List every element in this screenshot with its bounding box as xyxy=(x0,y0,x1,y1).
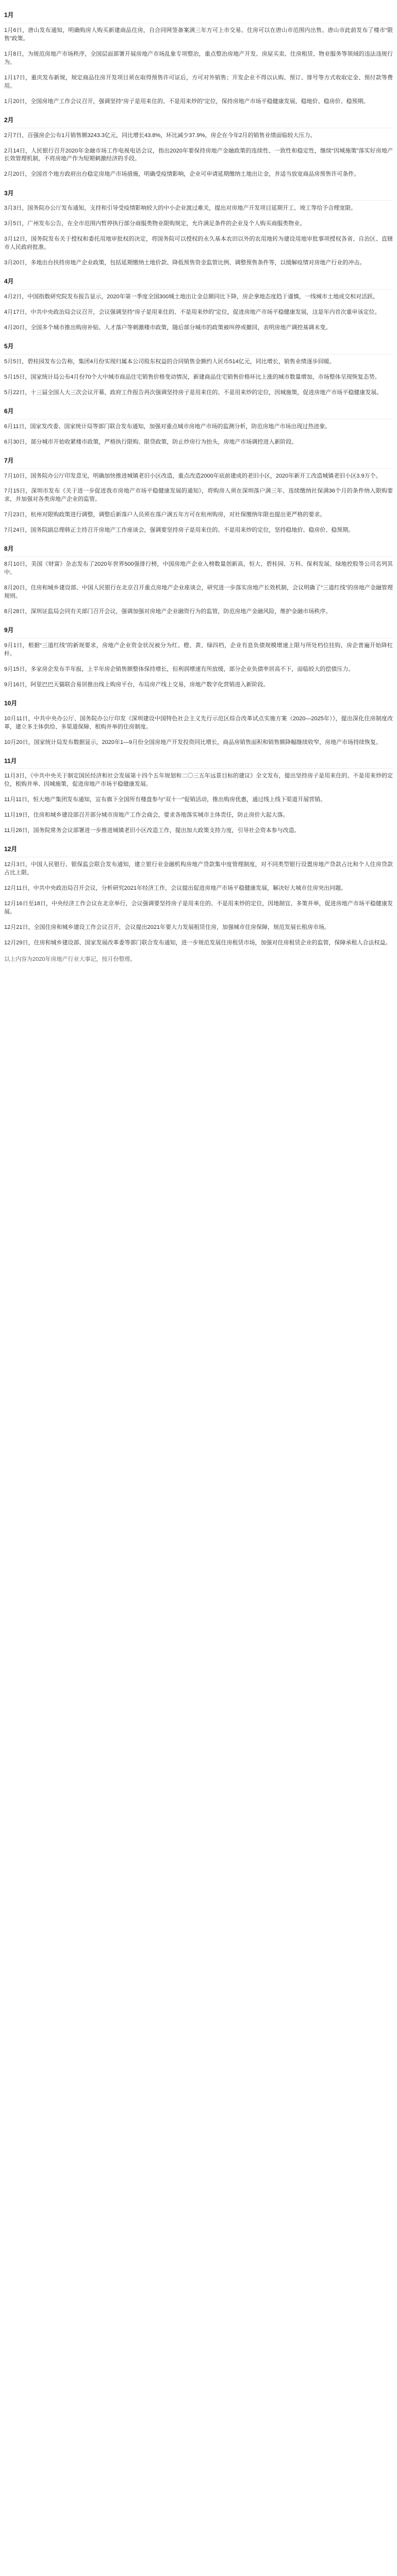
event-text: 8月10日，美国《财富》杂志发布了2020年世界500强排行榜，中国房地产企业入榜数量创新高，恒大、碧桂园、万科、保利发展、绿地控股等公司名列其中。 xyxy=(4,561,393,576)
month-section xyxy=(4,340,393,397)
event-entry xyxy=(4,423,393,431)
event-text: 9月1日，根据“三道红线”的新规要求，房地产企业资金状况被分为红、橙、黄、绿四档，企业有息负债规模增速上限与所处档位挂钩，房企普遍开始降杠杆。 xyxy=(4,642,393,657)
event-text: 3月20日，多地出台扶持房地产企业政策，包括延期缴纳土地价款、降低预售资金监管比例、调整预售条件等，以缓解疫情对房地产行业的冲击。 xyxy=(4,260,366,266)
month-header xyxy=(4,623,393,638)
month-header xyxy=(4,754,393,769)
event-entry xyxy=(4,715,393,732)
month-header xyxy=(4,404,393,419)
event-entry xyxy=(4,885,393,893)
month-title: 6月 xyxy=(4,407,14,415)
event-text: 1月6日，唐山发布通知，明确购房人购买新建商品住房，自合同网签备案满三年方可上市交易。住房可以在唐山市范围内出售。唐山市此前发布了楼市“限售”政策。 xyxy=(4,27,393,42)
event-entry xyxy=(4,666,393,674)
month-header xyxy=(4,186,393,201)
event-text: 11月19日，住房和城乡建设部召开部分城市房地产工作会商会，要求各地落实城市主体责任，防止房价大起大落。 xyxy=(4,812,289,819)
month-section xyxy=(4,8,393,106)
event-text: 5月15日，国家统计局公布4月份70个大中城市商品住宅销售价格变动情况，新建商品住宅销售价格环比上涨的城市数量增加，市场整体呈现恢复态势。 xyxy=(4,374,381,380)
event-entry xyxy=(4,438,393,447)
month-title: 5月 xyxy=(4,343,14,350)
event-entry xyxy=(4,98,393,106)
month-section xyxy=(4,113,393,179)
event-text: 5月22日，十三届全国人大三次会议开幕，政府工作报告再次强调坚持房子是用来住的、不是用来炒的定位，因城施策，促进房地产市场平稳健康发展。 xyxy=(4,389,383,396)
event-entry xyxy=(4,561,393,577)
month-title: 9月 xyxy=(4,626,14,634)
month-header xyxy=(4,8,393,23)
month-header xyxy=(4,454,393,469)
month-header xyxy=(4,842,393,857)
month-title: 4月 xyxy=(4,278,14,285)
event-entry xyxy=(4,827,393,835)
month-section xyxy=(4,697,393,747)
event-entry xyxy=(4,309,393,317)
event-text: 1月8日，为规范房地产市场秩序，全国层面部署开展房地产市场乱象专项整治，重点整治房地产开发、房屋买卖、住房租赁、物业服务等领域的违法违规行为。 xyxy=(4,50,393,65)
event-text: 2月7日，百强房企公布1月销售额3243.3亿元，同比增长43.8%，环比减少37.9%，房企在今年2月的销售业绩面临较大压力。 xyxy=(4,132,316,139)
month-header xyxy=(4,542,393,557)
timeline xyxy=(4,8,393,947)
event-entry xyxy=(4,939,393,947)
event-entry xyxy=(4,472,393,481)
event-text: 4月2日，中国指数研究院发布报告显示，2020年第一季度全国300城土地出让金总额同比下降，房企拿地态度趋于谨慎，一线城市土地成交相对活跃。 xyxy=(4,294,379,300)
event-text: 12月3日，中国人民银行、银保监会联合发布通知，建立银行业金融机构房地产贷款集中度管理制度，对不同类型银行设置房地产贷款占比和个人住房贷款占比上限。 xyxy=(4,861,393,876)
event-entry xyxy=(4,374,393,382)
month-title: 1月 xyxy=(4,11,14,19)
month-header xyxy=(4,275,393,290)
event-entry xyxy=(4,27,393,43)
event-entry xyxy=(4,861,393,877)
event-text: 3月12日，国务院发布关于授权和委托用地审批权的决定，将国务院可以授权的永久基本农田以外的农用地转为建设用地审批事项授权各省、自治区、直辖市人民政府批准。 xyxy=(4,236,393,251)
event-text: 12月21日，全国住房和城乡建设工作会议召开，会议提出2021年要大力发展租赁住房，加强城市住房保障，规范发展长租房市场。 xyxy=(4,924,330,930)
event-text: 7月10日，国务院办公厅印发意见，明确加快推进城镇老旧小区改造，重点改造2000年底前建成的老旧小区，2020年新开工改造城镇老旧小区3.9万个。 xyxy=(4,472,382,479)
event-text: 12月11日，中共中央政治局召开会议，分析研究2021年经济工作，会议提出促进房地产市场平稳健康发展，解决好大城市住房突出问题。 xyxy=(4,885,347,891)
event-text: 8月28日，深圳证监局会同有关部门召开会议，强调加强对房地产企业融资行为的监管，防范房地产金融风险，维护金融市场秩序。 xyxy=(4,608,332,615)
event-text: 4月17日，中共中央政治局会议召开，会议强调坚持“房子是用来住的、不是用来炒的”定位，促进房地产市场平稳健康发展，这是年内首次重申该定位。 xyxy=(4,309,381,315)
event-entry xyxy=(4,796,393,804)
event-text: 3月5日，广州发布公告，在全市范围内暂停执行部分商服类物业限购规定，允许满足条件的企业及个人购买商服类物业。 xyxy=(4,221,306,227)
event-entry xyxy=(4,608,393,616)
event-entry xyxy=(4,235,393,252)
event-text: 7月15日，深圳市发布《关于进一步促进我市房地产市场平稳健康发展的通知》，将购房人须在深圳落户满三年、连续缴纳社保满36个月的条件纳入限购要求，并加强对各类房地产企业的监管。 xyxy=(4,488,393,503)
event-entry xyxy=(4,147,393,164)
event-entry xyxy=(4,171,393,179)
event-entry xyxy=(4,358,393,366)
event-text: 12月29日，住房和城乡建设部、国家发展改革委等部门联合发布通知，进一步规范发展住房租赁市场，加强对住房租赁企业的监管，保障承租人合法权益。 xyxy=(4,939,391,946)
month-title: 11月 xyxy=(4,757,17,765)
event-text: 1月17日，重庆发布新规，规定商品住房开发项目须在取得预售许可证后，方可对外销售；开发企业不得以认购、预订、排号等方式收取定金、预付款等费用。 xyxy=(4,74,393,89)
month-title: 3月 xyxy=(4,189,14,197)
event-text: 6月11日，国家发改委、国家统计局等部门联合发布通知，加强对重点城市房地产市场的监测分析，防范房地产市场出现过热迹象。 xyxy=(4,423,331,430)
event-text: 2月14日，人民银行召开2020年金融市场工作电视电话会议，指出2020年要保持房地产金融政策的连续性、一致性和稳定性，继续“因城施策”落实好房地产长效管理机制，不将房地产作为短期刺激经济的手段。 xyxy=(4,147,393,162)
month-section xyxy=(4,754,393,835)
event-entry xyxy=(4,527,393,535)
month-header xyxy=(4,113,393,128)
event-entry xyxy=(4,811,393,820)
event-entry xyxy=(4,681,393,689)
event-text: 1月20日，全国房地产工作会议召开，强调坚持“房子是用来住的、不是用来炒的”定位，保持房地产市场平稳健康发展，稳地价、稳房价、稳预期。 xyxy=(4,98,369,105)
month-section xyxy=(4,454,393,535)
event-entry xyxy=(4,74,393,91)
month-section xyxy=(4,842,393,947)
event-text: 8月20日，住房和城乡建设部、中国人民银行在北京召开重点房地产企业座谈会，研究进一步落实房地产长效机制，会议明确了“三道红线”的房地产金融管理规则。 xyxy=(4,585,393,599)
event-entry xyxy=(4,205,393,213)
event-entry xyxy=(4,389,393,397)
month-title: 12月 xyxy=(4,845,18,853)
month-section xyxy=(4,623,393,689)
event-entry xyxy=(4,900,393,917)
event-entry xyxy=(4,132,393,140)
event-text: 11月11日，恒大地产集团发布通知，宣布旗下全国所有楼盘参与“双十一”促销活动，推出购房优惠，通过线上线下渠道开展营销。 xyxy=(4,796,326,803)
event-entry xyxy=(4,220,393,228)
month-title: 2月 xyxy=(4,116,14,124)
event-text: 10月20日，国家统计局发布数据显示，2020年1—9月份全国房地产开发投资同比增长，商品房销售面积和销售额降幅继续收窄，房地产市场持续恢复。 xyxy=(4,739,382,745)
month-title: 10月 xyxy=(4,699,18,707)
event-text: 7月23日，杭州对限购政策进行调整，调整后新落户人员须在落户满五年方可在杭州购房，对社保缴纳年限也提出更严格的要求。 xyxy=(4,512,326,518)
event-text: 11月26日，国务院常务会议部署进一步推进城镇老旧小区改造工作，提出加大政策支持力度，引导社会资本参与改造。 xyxy=(4,827,300,834)
event-text: 6月30日，部分城市开始收紧楼市政策，严格执行限购、限贷政策，防止炒房行为抬头，房地产市场调控进入新阶段。 xyxy=(4,438,297,445)
footnote: 以上内容为2020年房地产行业大事记，按月份整理。 xyxy=(4,956,136,962)
event-entry xyxy=(4,293,393,301)
event-text: 11月3日，《中共中央关于制定国民经济和社会发展第十四个五年规划和二〇三五年远景目标的建议》全文发布，提出坚持房子是用来住的、不是用来炒的定位，租购并举、因城施策，促进房地产市场平稳健康发展。 xyxy=(4,773,393,788)
event-entry xyxy=(4,739,393,747)
month-header xyxy=(4,697,393,711)
event-text: 4月20日，全国多个城市推出购房补贴、人才落户等刺激楼市政策，随后部分城市的政策被叫停或撤回，表明房地产调控基调未变。 xyxy=(4,324,332,331)
month-title: 8月 xyxy=(4,545,14,553)
event-text: 7月24日，国务院副总理韩正主持召开房地产工作座谈会，强调要坚持房子是用来住的、不是用来炒的定位，坚持稳地价、稳房价、稳预期。 xyxy=(4,527,354,534)
event-entry xyxy=(4,259,393,267)
event-text: 5月5日，碧桂园发布公告称，集团4月份实现归属本公司股东权益的合同销售金额约人民币514亿元，同比增长，销售业绩逐步回暖。 xyxy=(4,358,335,365)
event-entry xyxy=(4,324,393,332)
event-text: 9月16日，阿里巴巴天猫联合易居推出线上购房平台，布局房产线上交易，房地产数字化营销进入新阶段。 xyxy=(4,681,269,688)
event-entry xyxy=(4,584,393,601)
month-section xyxy=(4,542,393,616)
document-page xyxy=(0,0,397,969)
month-title: 7月 xyxy=(4,456,14,464)
month-section xyxy=(4,275,393,332)
event-entry xyxy=(4,511,393,519)
event-entry xyxy=(4,487,393,504)
month-header xyxy=(4,340,393,354)
event-entry xyxy=(4,50,393,67)
event-text: 9月15日，多家房企发布半年报，上半年房企销售额整体保持增长，但利润增速有所放缓，部分企业负债率居高不下，面临较大的偿债压力。 xyxy=(4,666,354,672)
event-entry xyxy=(4,642,393,658)
event-entry xyxy=(4,924,393,932)
month-section xyxy=(4,404,393,447)
event-text: 2月20日，全国首个地方政府出台稳定房地产市场措施，明确受疫情影响，企业可申请延期缴纳土地出让金，并适当放宽商品房预售许可条件。 xyxy=(4,171,360,178)
event-text: 3月3日，国务院办公厅发布通知，支持和引导受疫情影响较大的中小企业渡过难关，提出对房地产开发项目延期开工、竣工等给予合理宽限。 xyxy=(4,205,357,212)
event-entry xyxy=(4,772,393,789)
month-section xyxy=(4,186,393,267)
event-text: 12月16日至18日，中央经济工作会议在北京举行，会议强调要坚持房子是用来住的、不是用来炒的定位，因地制宜、多策并举，促进房地产市场平稳健康发展。 xyxy=(4,900,393,915)
event-text: 10月11日，中共中央办公厅、国务院办公厅印发《深圳建设中国特色社会主义先行示范区综合改革试点实施方案（2020—2025年）》，提出深化住房制度改革，建立多主体供给、多渠道保障、租购并举的住房制度。 xyxy=(4,715,393,730)
